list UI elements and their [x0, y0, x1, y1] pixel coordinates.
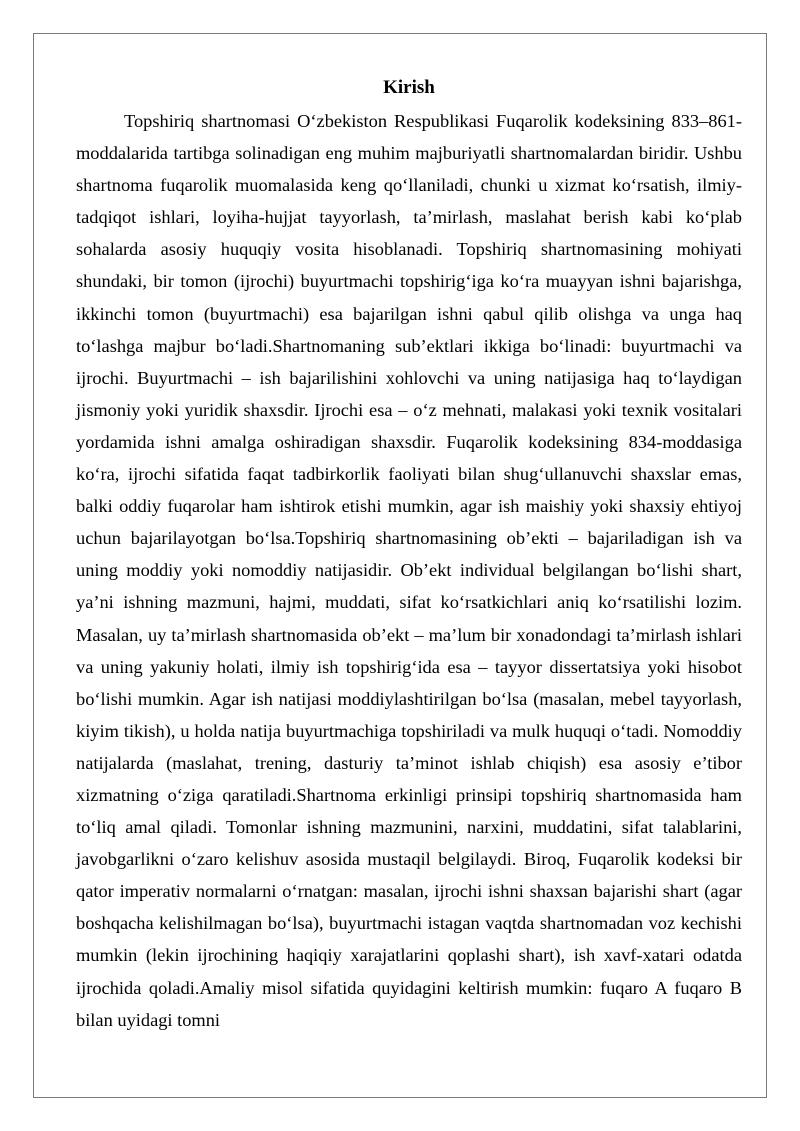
body-paragraph: Topshiriq shartnomasi O‘zbekiston Respublikasi Fuqarolik kodeksining 833–861-moddalarida tartibga solinadigan eng muhim majburiyatli shartnomalardan biridir. Ushbu shartnoma fuqarolik muomalasida keng qo‘llaniladi, chunki u xizmat ko‘rsatish, ilmiy-tadqiqot ishlari, loyiha-hujjat tayyorlash, ta’mirlash, maslahat berish kabi ko‘plab sohalarda asosiy huquqiy vosita hisoblanadi. Topshiriq shartnomasining mohiyati shundaki, bir tomon (ijrochi) buyurtmachi topshirig‘iga ko‘ra muayyan ishni bajarishga, ikkinchi tomon (buyurtmachi) esa bajarilgan ishni qabul qilib olishga va unga haq to‘lashga majbur bo‘ladi.Shartnomaning sub’ektlari ikkiga bo‘linadi: buyurtmachi va ijrochi. Buyurtmachi – ish bajarilishini xohlovchi va uning natijasiga haq to‘laydigan jismoniy yoki yuridik shaxsdir. Ijrochi esa – o‘z mehnati, malakasi yoki texnik vositalari yordamida ishni amalga oshiradigan shaxsdir. Fuqarolik kodeksining 834-moddasiga ko‘ra, ijrochi sifatida faqat tadbirkorlik faoliyati bilan shug‘ullanuvchi shaxslar emas, balki oddiy fuqarolar ham ishtirok etishi mumkin, agar ish maishiy yoki shaxsiy ehtiyoj uchun bajarilayotgan bo‘lsa.Topshiriq shartnomasining ob’ekti – bajariladigan ish va uning moddiy yoki nomoddiy natijasidir. Ob’ekt individual belgilangan bo‘lishi shart, ya’ni ishning mazmuni, hajmi, muddati, sifat ko‘rsatkichlari aniq ko‘rsatilishi lozim. Masalan, uy ta’mirlash shartnomasida ob’ekt – ma’lum bir xonadondagi ta’mirlash ishlari va uning yakuniy holati, ilmiy ish topshirig‘ida esa – tayyor dissertatsiya yoki hisobot bo‘lishi mumkin. Agar ish natijasi moddiylashtirilgan bo‘lsa (masalan, mebel tayyorlash, kiyim tikish), u holda natija buyurtmachiga topshiriladi va mulk huquqi o‘tadi. Nomoddiy natijalarda (maslahat, trening, dasturiy ta’minot ishlab chiqish) esa asosiy e’tibor xizmatning o‘ziga qaratiladi.Shartnoma erkinligi prinsipi topshiriq shartnomasida ham to‘liq amal qiladi. Tomonlar ishning mazmunini, narxini, muddatini, sifat talablarini, javobgarlikni o‘zaro kelishuv asosida mustaqil belgilaydi. Biroq, Fuqarolik kodeksi bir qator imperativ normalarni o‘rnatgan: masalan, ijrochi ishni shaxsan bajarishi shart (agar boshqacha kelishilmagan bo‘lsa), buyurtmachi istagan vaqtda shartnomadan voz kechishi mumkin (lekin ijrochining haqiqiy xarajatlarini qoplashi shart), ish xavf-xatari odatda ijrochida qoladi.Amaliy misol sifatida quyidagini keltirish mumkin: fuqaro A fuqaro B bilan uyidagi tomni [76, 111, 742, 1030]
document-body [76, 74, 742, 1036]
document-title: Kirish [383, 77, 435, 98]
